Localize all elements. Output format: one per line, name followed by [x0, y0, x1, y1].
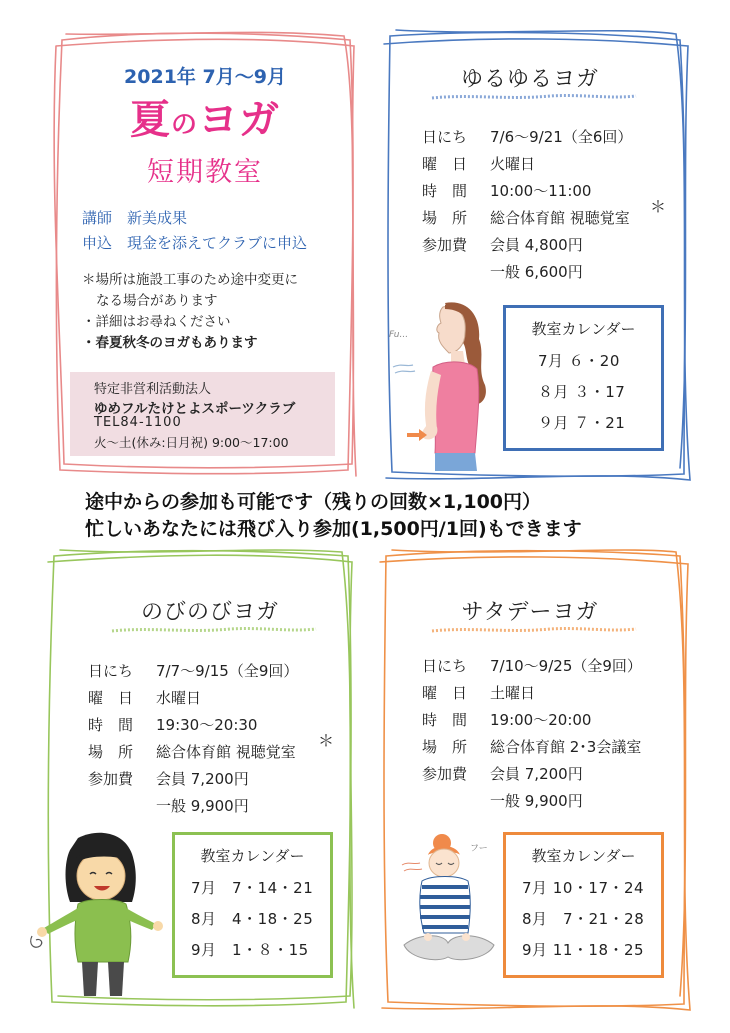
saturday-time-row	[422, 709, 591, 730]
day-value: 土曜日	[490, 684, 536, 702]
dates-value: 7/7～9/15（全9回）	[156, 662, 299, 680]
day-label: 曜 日	[422, 684, 468, 702]
place-value: 総合体育館 2･3会議室	[490, 738, 642, 756]
time-label: 時 間	[422, 711, 468, 729]
dates-label: 日にち	[88, 662, 134, 680]
fee-member: 会員 7,200円	[490, 765, 583, 783]
fee-general: 一般 9,900円	[156, 797, 249, 815]
place-asterisk: ＊	[318, 731, 335, 750]
time-label: 時 間	[422, 182, 468, 200]
dates-label: 日にち	[422, 657, 468, 675]
time-value: 19:30～20:30	[156, 716, 258, 734]
note-item: ・詳細はお尋ねください	[82, 314, 231, 330]
nobinobi-time-row	[88, 714, 257, 735]
nobinobi-dates-row	[88, 660, 298, 681]
calendar-row: 9月 11・18・25	[522, 941, 645, 959]
nobinobi-place-row	[88, 741, 296, 762]
calendar-title: 教室カレンダー	[200, 847, 305, 865]
calendar-row: ９月 ７・21	[538, 414, 626, 432]
club-hours: 火～土(休み:日月祝) 9:00～17:00	[94, 435, 289, 450]
dates-value: 7/6～9/21（全6回）	[490, 128, 633, 146]
calendar-row: 7月 10・17・24	[522, 879, 645, 897]
day-value: 水曜日	[156, 689, 202, 707]
club-info-box	[70, 372, 335, 456]
yuruyuru-place-row	[422, 207, 630, 228]
time-value: 19:00～20:00	[490, 711, 592, 729]
yuruyuru-calendar	[503, 305, 664, 451]
saturday-fee-row	[422, 763, 583, 784]
nobinobi-calendar	[172, 832, 333, 978]
place-value: 総合体育館 視聴覚室	[156, 743, 296, 761]
main-title	[100, 88, 310, 145]
fee-label: 参加費	[88, 770, 134, 788]
calendar-row: ８月 ３・17	[538, 383, 626, 401]
club-name: ゆめフルたけとよスポーツクラブ	[94, 401, 296, 417]
nobinobi-title: のびのびヨガ	[140, 600, 279, 625]
yuruyuru-dates-row	[422, 126, 632, 147]
calendar-title: 教室カレンダー	[531, 847, 636, 865]
yuruyuru-fee-general-row	[490, 261, 583, 282]
lecturer-text: 講師 新美成果	[82, 209, 188, 227]
title-part-yoga: ヨガ	[198, 97, 280, 143]
calendar-title: 教室カレンダー	[531, 320, 636, 338]
calendar-row: 8月 4・18・25	[191, 910, 314, 928]
day-label: 曜 日	[88, 689, 134, 707]
nobinobi-day-row	[88, 687, 201, 708]
calendar-row: 9月 1・８・15	[191, 941, 309, 959]
place-label: 場 所	[422, 209, 468, 227]
yuruyuru-underline	[430, 92, 640, 102]
sub-title: 短期教室	[147, 157, 263, 188]
day-label: 曜 日	[422, 155, 468, 173]
dates-value: 7/10～9/25（全9回）	[490, 657, 642, 675]
time-label: 時 間	[88, 716, 134, 734]
place-value: 総合体育館 視聴覚室	[490, 209, 630, 227]
nobinobi-underline	[110, 625, 320, 635]
day-value: 火曜日	[490, 155, 536, 173]
breath-text: Fu...	[389, 330, 409, 340]
banner-line-2: 忙しいあなたには飛び入り参加(1,500円/1回)もできます	[85, 518, 582, 540]
title-part-no: の	[170, 110, 198, 140]
place-label: 場 所	[88, 743, 134, 761]
yuruyuru-title: ゆるゆるヨガ	[460, 67, 599, 92]
fee-general: 一般 6,600円	[490, 263, 583, 281]
saturday-day-row	[422, 682, 535, 703]
fee-member: 会員 7,200円	[156, 770, 249, 788]
club-tel: TEL84-1100	[94, 415, 182, 430]
fee-general: 一般 9,900円	[490, 792, 583, 810]
nobinobi-fee-general-row	[156, 795, 249, 816]
note-item: ＊場所は施設工事のため途中変更に	[82, 272, 298, 288]
saturday-title: サタデーヨガ	[461, 600, 599, 625]
time-value: 10:00～11:00	[490, 182, 592, 200]
saturday-calendar	[503, 832, 664, 978]
stretching-person-illustration	[28, 828, 168, 1000]
sigh-text: フー	[470, 844, 488, 854]
notes-list	[82, 270, 298, 354]
breathing-woman-illustration	[385, 295, 500, 475]
calendar-row: 7月 7・14・21	[191, 879, 314, 897]
fee-member: 会員 4,800円	[490, 236, 583, 254]
place-asterisk: ＊	[650, 197, 667, 216]
title-part-summer: 夏	[129, 97, 171, 143]
saturday-fee-general-row	[490, 790, 583, 811]
meditating-woman-illustration	[398, 825, 503, 975]
note-item: ・春夏秋冬のヨガもあります	[82, 335, 258, 351]
calendar-row: 8月 7・21・28	[522, 910, 645, 928]
club-org: 特定非営利活動法人	[94, 382, 212, 397]
apply-text: 申込 現金を添えてクラブに申込	[82, 234, 308, 252]
note-item: なる場合があります	[96, 293, 218, 309]
place-label: 場 所	[422, 738, 468, 756]
yuruyuru-time-row	[422, 180, 591, 201]
calendar-row: 7月 ６・20	[538, 352, 620, 370]
banner-line-1: 途中からの参加も可能です（残りの回数×1,100円）	[85, 491, 542, 513]
fee-label: 参加費	[422, 765, 468, 783]
yuruyuru-day-row	[422, 153, 535, 174]
nobinobi-fee-row	[88, 768, 249, 789]
saturday-underline	[430, 625, 640, 635]
saturday-dates-row	[422, 655, 642, 676]
period-text: 2021年 7月～9月	[124, 66, 286, 88]
saturday-place-row	[422, 736, 641, 757]
yuruyuru-fee-row	[422, 234, 583, 255]
fee-label: 参加費	[422, 236, 468, 254]
dates-label: 日にち	[422, 128, 468, 146]
